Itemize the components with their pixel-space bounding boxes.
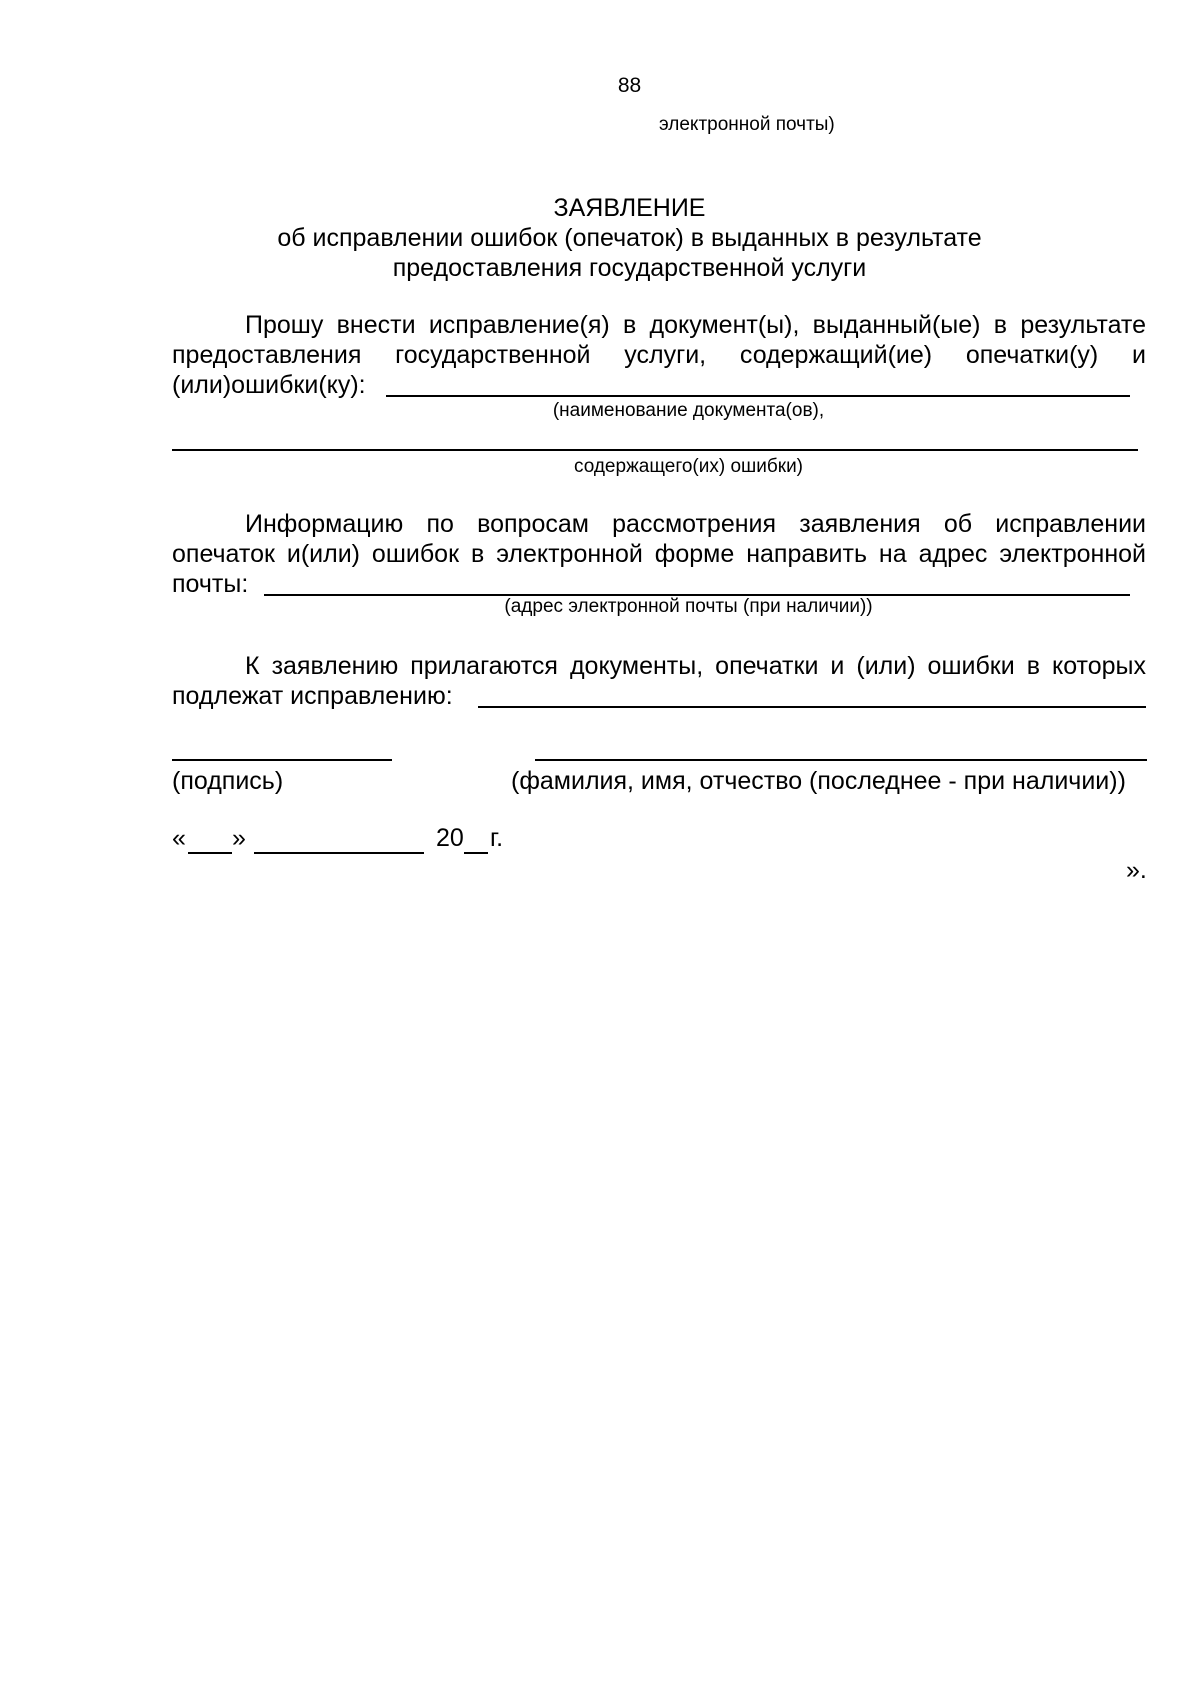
request-line-3	[172, 370, 1146, 400]
header-fragment: электронной почты)	[659, 114, 835, 135]
attachments-line-2-label: подлежат исправлению:	[172, 682, 453, 710]
request-line-3-label: (или)ошибки(ку):	[172, 371, 366, 399]
signature-field[interactable]	[172, 759, 392, 761]
date-year-suffix: г.	[490, 824, 504, 852]
info-line-1: Информацию по вопросам рассмотрения заявления об исправлении	[245, 510, 1146, 538]
title-line-1: ЗАЯВЛЕНИЕ	[553, 194, 706, 222]
closing-quote: ».	[1126, 856, 1147, 884]
signature-label: (подпись)	[172, 767, 284, 795]
email-caption: (адрес электронной почты (при наличии))	[504, 596, 873, 617]
attachments-line-2	[172, 681, 1146, 711]
title-line-3: предоставления государственной услуги	[392, 254, 867, 282]
page-number: 88	[617, 74, 642, 97]
date-year-prefix: 20	[436, 824, 464, 852]
document-name-caption: (наименование документа(ов),	[552, 400, 825, 421]
document-name-field-continued[interactable]	[172, 449, 1138, 451]
full-name-field[interactable]	[535, 759, 1147, 761]
date-open-quote: «	[172, 824, 186, 852]
date-month-field[interactable]	[254, 852, 424, 854]
attachments-field[interactable]	[478, 706, 1146, 708]
date-year-field[interactable]	[464, 852, 488, 854]
info-line-2: опечаток и(или) ошибок в электронной форме направить на адрес электронной	[172, 540, 1146, 568]
date-close-quote: »	[232, 824, 246, 852]
document-title	[0, 193, 1200, 283]
info-line-3-label: почты:	[172, 570, 249, 598]
date-line	[172, 824, 532, 856]
full-name-label: (фамилия, имя, отчество (последнее - при наличии))	[511, 767, 1126, 795]
info-line-3	[172, 569, 1146, 599]
document-name-field[interactable]	[386, 395, 1130, 397]
request-line-2: предоставления государственной услуги, содержащий(ие) опечатки(у) и	[172, 341, 1146, 369]
document-errors-caption: содержащего(их) ошибки)	[573, 456, 804, 477]
request-line-1: Прошу внести исправление(я) в документ(ы), выданный(ые) в результате	[245, 311, 1146, 339]
date-day-field[interactable]	[188, 852, 232, 854]
title-line-2: об исправлении ошибок (опечаток) в выданных в результате	[277, 224, 982, 252]
attachments-line-1: К заявлению прилагаются документы, опечатки и (или) ошибки в которых	[245, 652, 1146, 680]
